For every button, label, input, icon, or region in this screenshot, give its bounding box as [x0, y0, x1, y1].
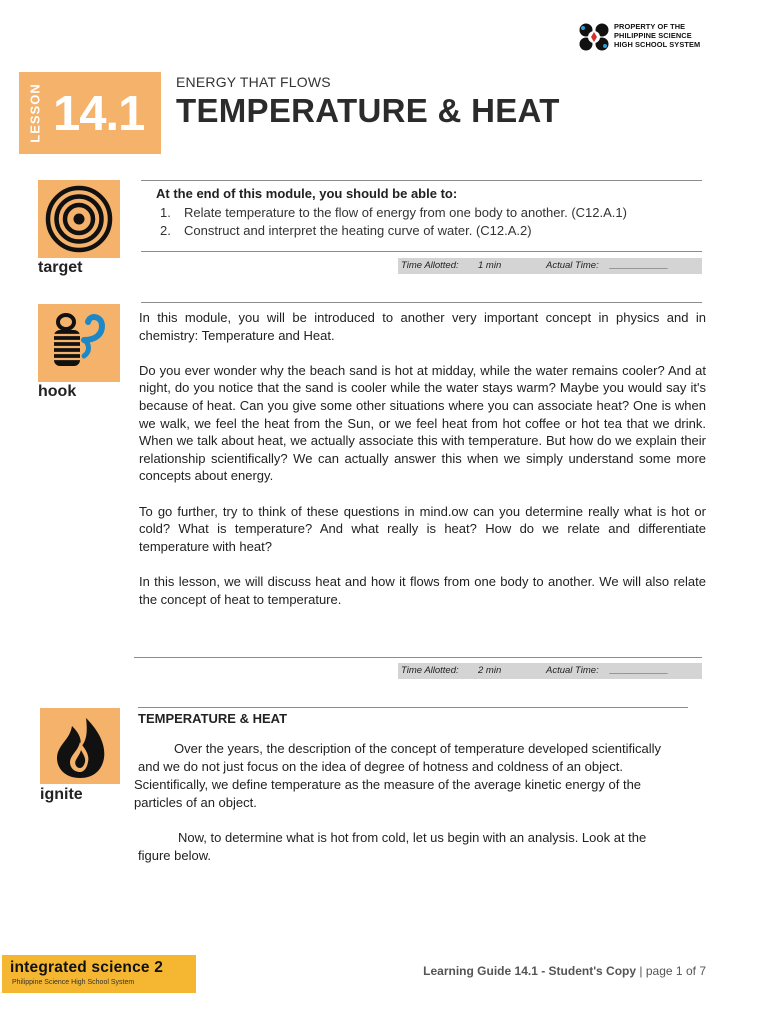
text-line: figure below. [138, 848, 211, 863]
list-number: 2. [160, 223, 171, 238]
page-number: 1 [675, 964, 683, 978]
pshs-logo-icon [578, 22, 610, 52]
text-line: Over the years, the description of the concept of temperature developed scientifically [174, 741, 662, 756]
time-value: 2 min [478, 665, 502, 676]
logo-line: PROPERTY OF THE [614, 22, 686, 31]
target-tile [38, 180, 120, 258]
objectives-heading: At the end of this module, you should be able to: [156, 186, 458, 201]
actual-time-blank: ___________ [610, 260, 669, 271]
target-label: target [38, 259, 83, 276]
rope-hook-icon [38, 304, 120, 382]
school-name: Philippine Science High School System [12, 979, 135, 986]
lesson-kicker: ENERGY THAT FLOWS [176, 74, 331, 90]
of-word: of [685, 964, 696, 978]
actual-time-label: Actual Time: [546, 260, 599, 271]
divider [141, 180, 702, 181]
hook-body [139, 309, 706, 626]
hook-label: hook [38, 383, 77, 400]
page-footer [423, 964, 706, 978]
list-text: Relate temperature to the flow of energy from one body to another. (C12.A.1) [184, 205, 627, 220]
page-total: 7 [699, 964, 706, 978]
logo-line: HIGH SCHOOL SYSTEM [614, 40, 701, 49]
text-line: Now, to determine what is hot from cold, let us begin with an analysis. Look at the [178, 830, 647, 845]
flame-icon [40, 708, 120, 784]
actual-time-label: Actual Time: [546, 665, 599, 676]
guide-name: Learning Guide 14.1 - Student's Copy [423, 964, 637, 978]
course-tag [2, 955, 196, 993]
lesson-number: 14.1 [53, 87, 145, 141]
paragraph: Do you ever wonder why the beach sand is hot at midday, while the water remains cooler? And at night, do you notice that the sand is cooler while the water stays warm? Maybe you would say it's because of heat. Can you give some other situations where you can associate heat? One is when we walk, we feel the heat from the Sun, or we feel heat from hot coffee or hot tea that we drink. When we talk about heat, we actually associate this with temperature. But how do we explain their relationship scientifically? We can actually answer this when we simply understand some more concepts about energy. [139, 362, 706, 484]
list-item [160, 204, 627, 222]
actual-time-blank: ___________ [610, 665, 669, 676]
divider [141, 302, 702, 303]
lesson-word: LESSON [27, 83, 43, 143]
paragraph: In this module, you will be introduced to another very important concept in physics and in chemistry: Temperature and Heat. [139, 310, 706, 343]
course-title: integrated science 2 [10, 959, 164, 976]
paragraph: To go further, try to think of these questions in mind.ow can you determine really what is hot or cold? What is temperature? And what really is heat? How do we relate and differentiate temperature with heat? [139, 503, 706, 554]
logo-caption [614, 22, 700, 49]
ignite-tile [40, 708, 120, 784]
list-text: Construct and interpret the heating curve of water. (C12.A.2) [184, 223, 532, 238]
text-line: Scientifically, we define temperature as the measure of the average kinetic energy of the [134, 777, 642, 792]
ignite-label: ignite [40, 786, 83, 803]
paragraph: In this lesson, we will discuss heat and how it flows from one body to another. We will also relate the concept of heat to temperature. [139, 573, 706, 607]
target-icon [38, 180, 120, 258]
time-allotted-bar [398, 663, 702, 679]
text-line: particles of an object. [134, 795, 257, 810]
page-title: TEMPERATURE & HEAT [176, 92, 560, 129]
page-word: page [645, 964, 673, 978]
hook-tile [38, 304, 120, 382]
divider [138, 707, 688, 708]
time-label: Time Allotted: [401, 260, 459, 271]
time-allotted-bar [398, 258, 702, 274]
list-item [160, 222, 627, 240]
section-heading: TEMPERATURE & HEAT [138, 711, 288, 726]
objectives-list [160, 204, 627, 240]
text-line: and we do not just focus on the idea of degree of hotness and coldness of an object. [138, 759, 623, 774]
divider [134, 657, 702, 658]
divider [141, 251, 702, 252]
lesson-badge [19, 72, 161, 154]
logo-line: PHILIPPINE SCIENCE [614, 31, 692, 40]
time-value: 1 min [478, 260, 502, 271]
time-label: Time Allotted: [401, 665, 459, 676]
list-number: 1. [160, 205, 171, 220]
separator: | [639, 964, 643, 978]
